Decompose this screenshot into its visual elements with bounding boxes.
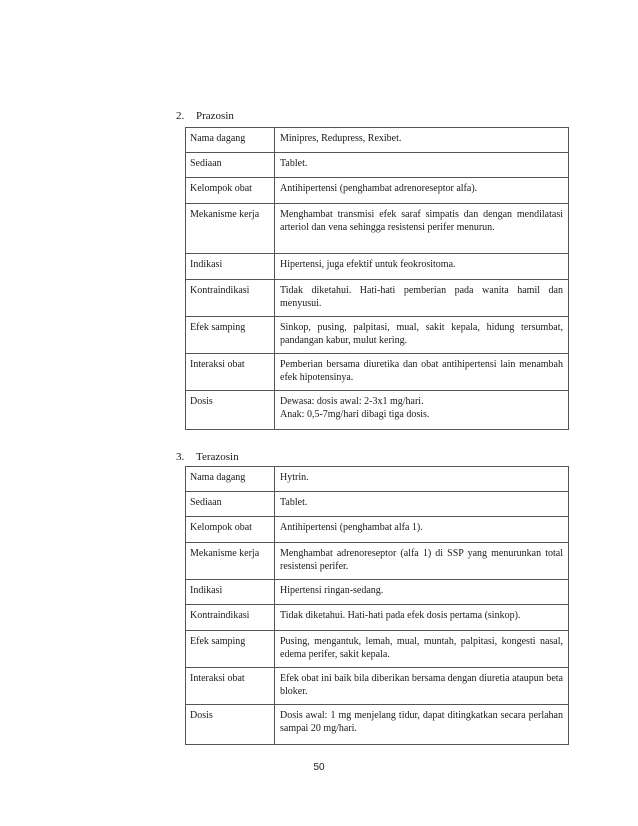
table-row [186, 128, 569, 153]
row-label: Interaksi obat [186, 668, 275, 705]
row-value: Dosis awal: 1 mg menjelang tidur, dapat ditingkatkan secara perlahan sampai 20 mg/hari. [275, 705, 569, 745]
section-heading-prazosin [176, 110, 234, 122]
row-value: Tidak diketahui. Hati-hati pada efek dosis pertama (sinkop). [275, 605, 569, 631]
table-row [186, 668, 569, 705]
page-number: 50 [313, 762, 325, 773]
row-value: Hipertensi, juga efektif untuk feokrositoma. [275, 254, 569, 280]
row-value: Minipres, Redupress, Rexibet. [275, 128, 569, 153]
section-number: 2. [176, 110, 185, 122]
row-label: Indikasi [186, 254, 275, 280]
row-value: Tidak diketahui. Hati-hati pemberian pada wanita hamil dan menyusui. [275, 280, 569, 317]
table-row [186, 280, 569, 317]
row-label: Indikasi [186, 580, 275, 605]
row-value: Menghambat transmisi efek saraf simpatis dan dengan mendilatasi arteriol dan vena sehingga resistensi perifer menurun. [275, 204, 569, 254]
table-row [186, 153, 569, 178]
terazosin-table [185, 466, 569, 745]
row-label: Efek samping [186, 631, 275, 668]
row-value: Hytrin. [275, 467, 569, 492]
row-label: Kontraindikasi [186, 605, 275, 631]
table-row [186, 605, 569, 631]
table-row [186, 631, 569, 668]
prazosin-table [185, 127, 569, 430]
table-row [186, 391, 569, 430]
row-label: Mekanisme kerja [186, 543, 275, 580]
dosis-line-child: Anak: 0,5-7mg/hari dibagi tiga dosis. [280, 409, 430, 420]
row-value [275, 391, 569, 430]
row-label: Nama dagang [186, 128, 275, 153]
row-value: Antihipertensi (penghambat adrenoreseptor alfa). [275, 178, 569, 204]
row-label: Sediaan [186, 492, 275, 517]
row-value: Menghambat adrenoreseptor (alfa 1) di SSP yang menurunkan total resistensi perifer. [275, 543, 569, 580]
table-row [186, 543, 569, 580]
table-row [186, 467, 569, 492]
row-label: Kontraindikasi [186, 280, 275, 317]
row-value: Tablet. [275, 492, 569, 517]
row-label: Interaksi obat [186, 354, 275, 391]
dosis-line-adult: Dewasa: dosis awal: 2-3x1 mg/hari. [280, 396, 424, 407]
row-value: Pemberian bersama diuretika dan obat antihipertensi lain menambah efek hipotensinya. [275, 354, 569, 391]
section-title: Prazosin [196, 110, 234, 122]
row-label: Nama dagang [186, 467, 275, 492]
row-value: Antihipertensi (penghambat alfa 1). [275, 517, 569, 543]
section-heading-terazosin [176, 451, 239, 463]
table-row [186, 254, 569, 280]
table-row [186, 317, 569, 354]
section-number: 3. [176, 451, 185, 463]
row-value: Sinkop, pusing, palpitasi, mual, sakit kepala, hidung tersumbat, pandangan kabur, mulut kering. [275, 317, 569, 354]
row-label: Mekanisme kerja [186, 204, 275, 254]
row-label: Sediaan [186, 153, 275, 178]
table-row [186, 492, 569, 517]
row-value: Pusing, mengantuk, lemah, mual, muntah, palpitasi, kongesti nasal, edema perifer, sakit kepala. [275, 631, 569, 668]
row-label: Kelompok obat [186, 178, 275, 204]
table-row [186, 178, 569, 204]
table-row [186, 517, 569, 543]
table-row [186, 580, 569, 605]
row-label: Efek samping [186, 317, 275, 354]
table-row [186, 354, 569, 391]
row-value: Tablet. [275, 153, 569, 178]
row-label: Dosis [186, 705, 275, 745]
row-label: Dosis [186, 391, 275, 430]
row-label: Kelompok obat [186, 517, 275, 543]
table-row [186, 204, 569, 254]
row-value: Efek obat ini baik bila diberikan bersama dengan diuretia ataupun beta bloker. [275, 668, 569, 705]
section-title: Terazosin [196, 451, 239, 463]
row-value: Hipertensi ringan-sedang. [275, 580, 569, 605]
table-row [186, 705, 569, 745]
